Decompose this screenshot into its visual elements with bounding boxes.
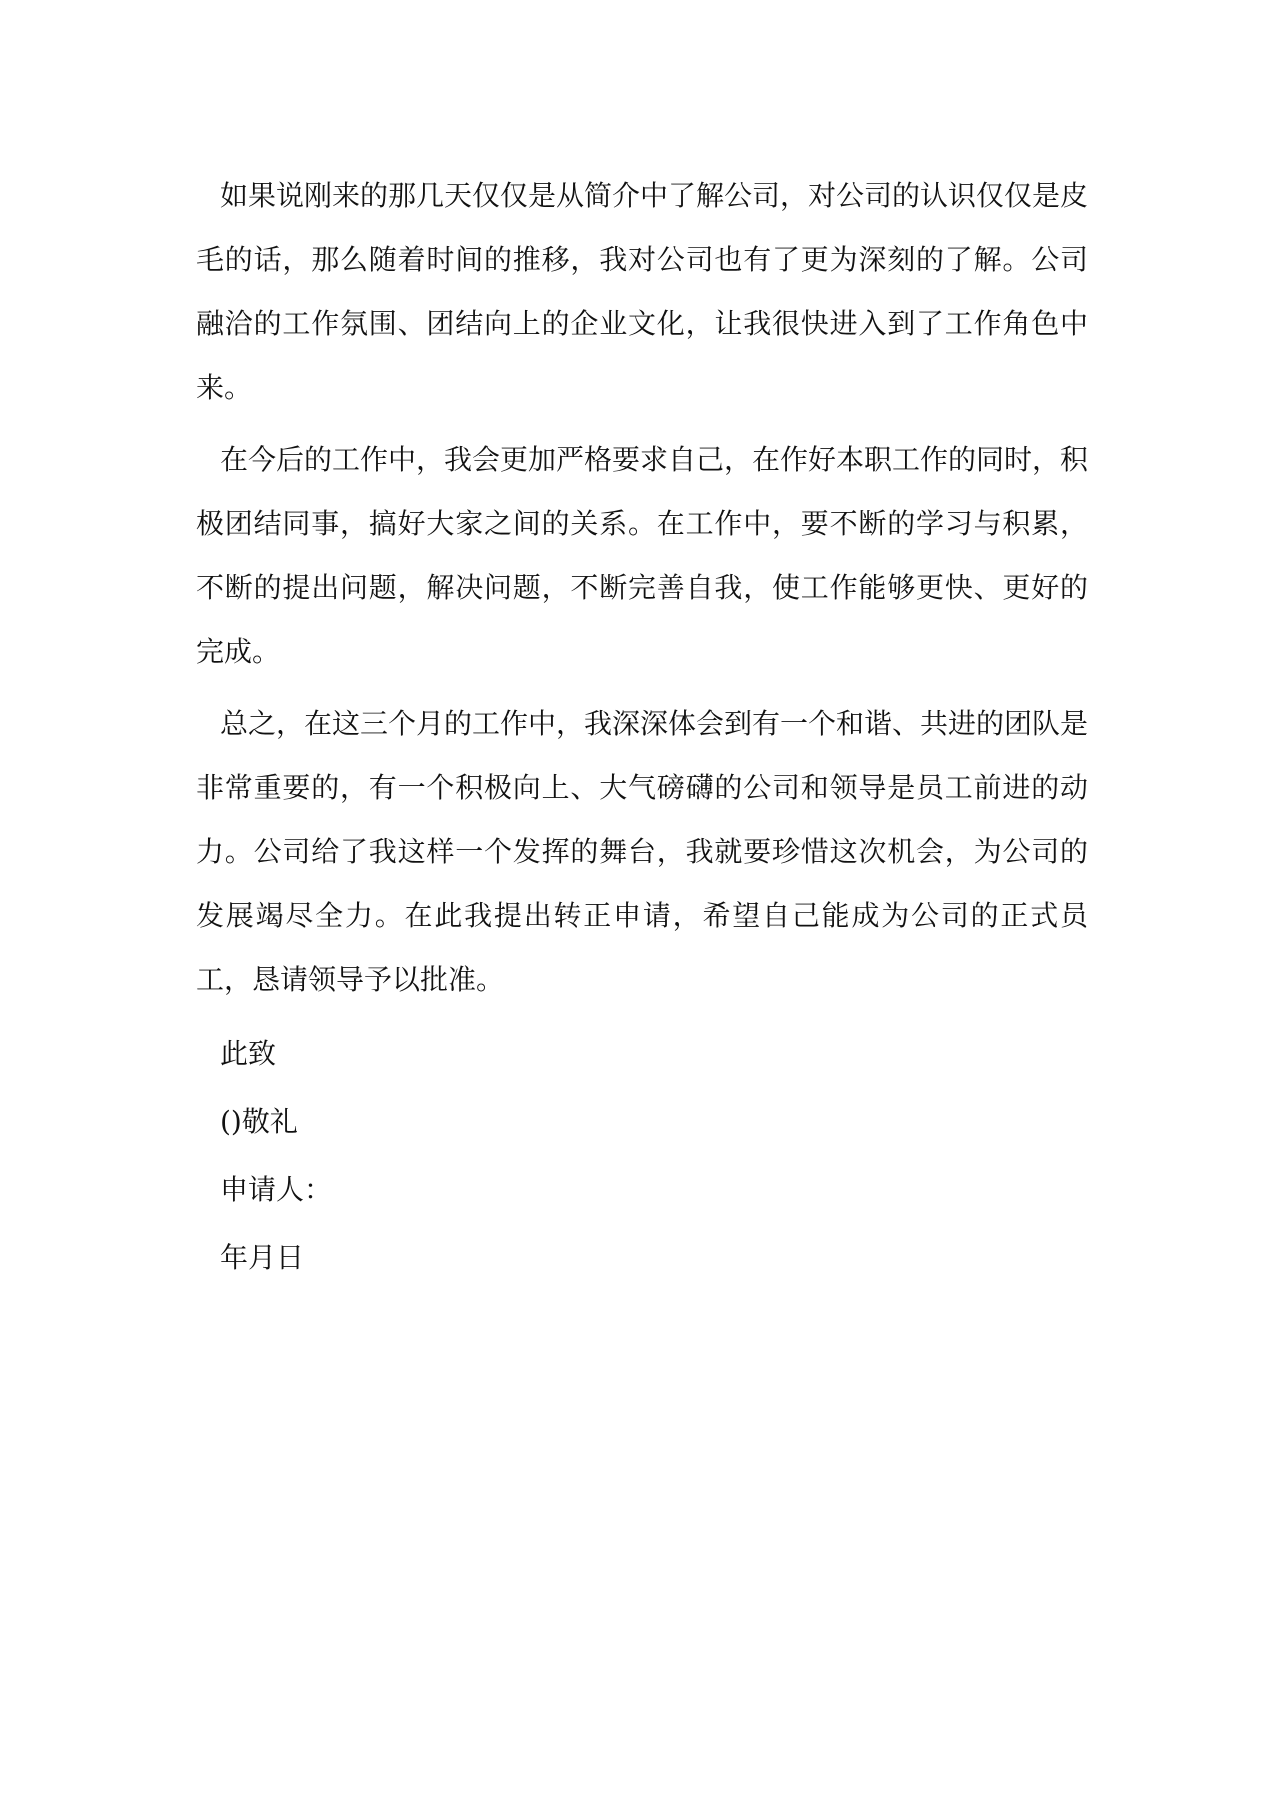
salutation-line: ()敬礼 [220,1105,298,1138]
document-body [196,164,1088,1292]
paragraph-3: 总之，在这三个月的工作中，我深深体会到有一个和谐、共进的团队是非常重要的，有一个积极向上、大气磅礴的公司和领导是员工前进的动力。公司给了我这样一个发挥的舞台，我就要珍惜这次机会，为公司的发展竭尽全力。在此我提出转正申请，希望自己能成为公司的正式员工，恳请领导予以批准。 [196,707,1089,996]
date-line: 年月日 [220,1241,305,1274]
closing-line: 此致 [220,1037,277,1070]
paragraph-1: 如果说刚来的那几天仅仅是从简介中了解公司，对公司的认识仅仅是皮毛的话，那么随着时间的推移，我对公司也有了更为深刻的了解。公司融洽的工作氛围、团结向上的企业文化，让我很快进入到了工作角色中来。 [196,179,1089,404]
paragraph-2: 在今后的工作中，我会更加严格要求自己，在作好本职工作的同时，积极团结同事，搞好大家之间的关系。在工作中，要不断的学习与积累，不断的提出问题，解决问题，不断完善自我，使工作能够更快、更好的完成。 [196,443,1089,668]
applicant-line: 申请人： [220,1173,333,1206]
